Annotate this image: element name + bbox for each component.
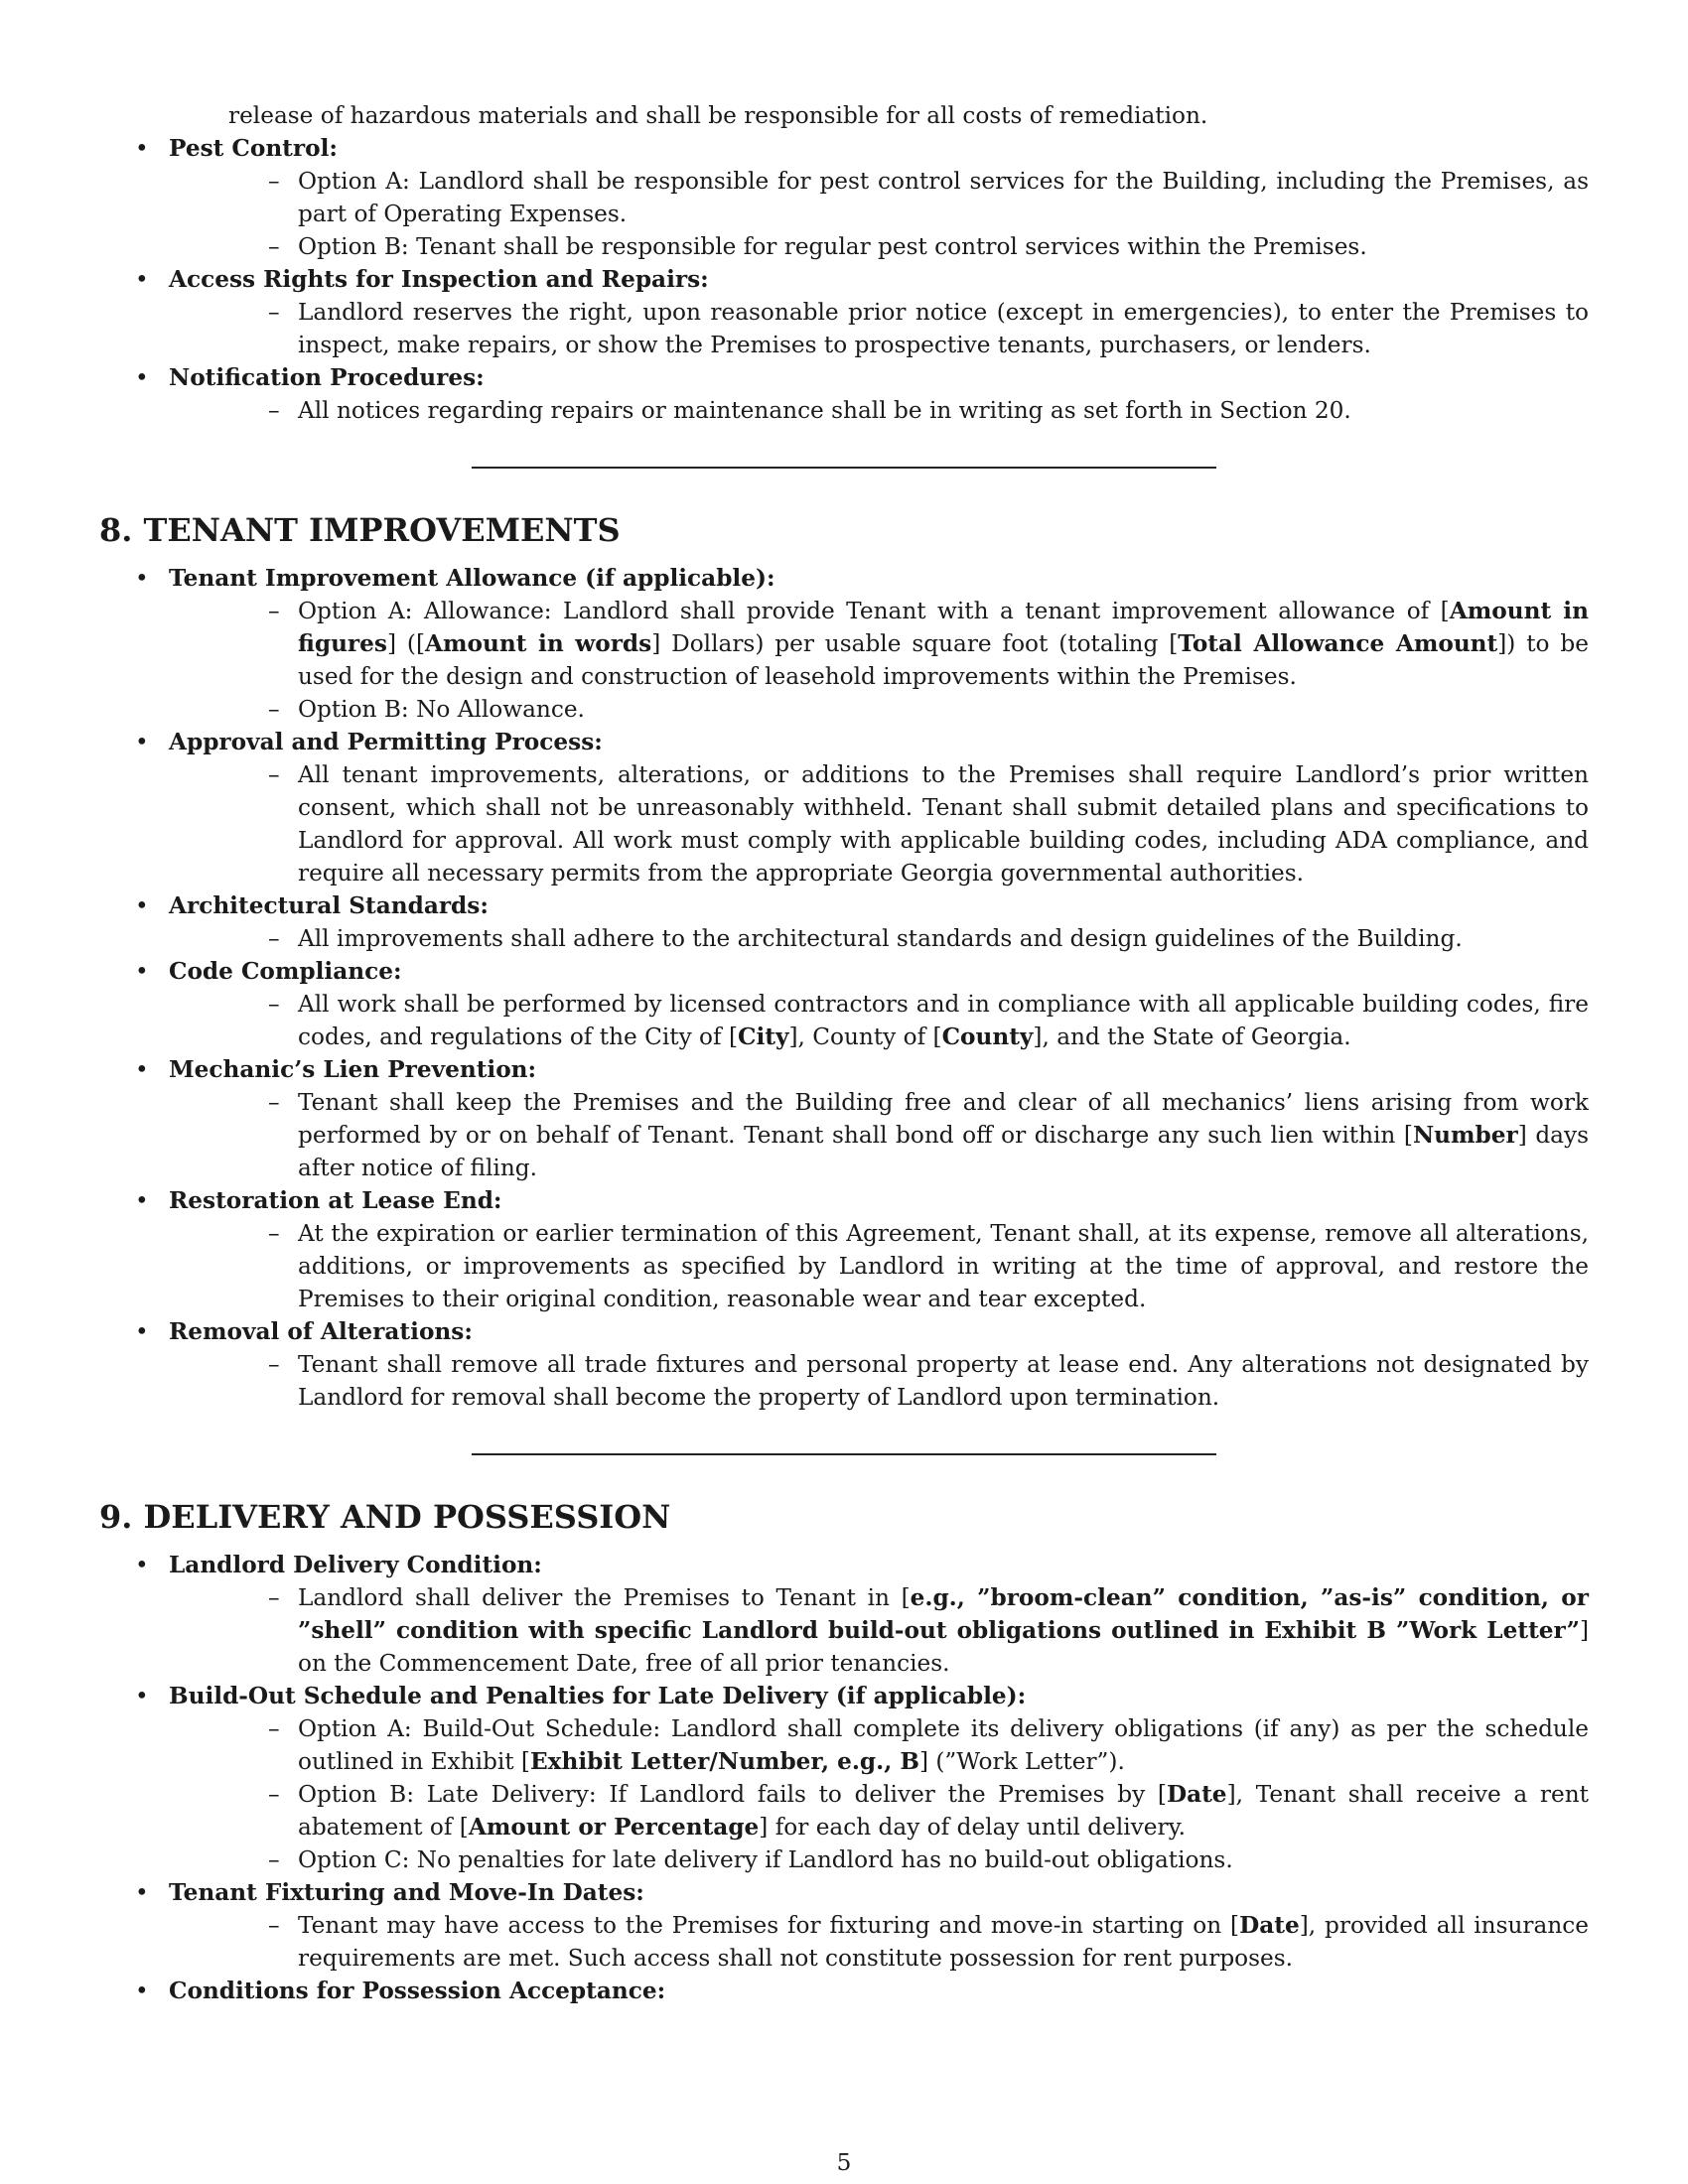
sub-list [169, 296, 1589, 361]
dash-marker: – [268, 1781, 280, 1808]
placeholder-text: County [941, 1024, 1034, 1050]
dash-marker: – [268, 1846, 280, 1873]
sub-list [169, 1217, 1589, 1315]
placeholder-text: Number [1412, 1122, 1518, 1149]
bullet-label: Architectural Standards: [169, 892, 489, 919]
dash-marker: – [268, 168, 280, 195]
dash-marker: – [268, 1351, 280, 1378]
sub-item [169, 1843, 1589, 1876]
clause-text: Option C: No penalties for late delivery if Landlord has no build-out obligations. [298, 1846, 1233, 1873]
clause-text: Tenant shall remove all trade fixtures and personal property at lease end. Any alterations not designated by Landlord for removal shall become the property of Landlord upon termination. [298, 1351, 1589, 1411]
bullet-label: Approval and Permitting Process: [169, 729, 603, 755]
bullet-label: Access Rights for Inspection and Repairs: [169, 266, 709, 293]
bullet-label: Notification Procedures: [169, 364, 485, 391]
clause-text: ] for each day of delay until delivery. [759, 1814, 1186, 1841]
section-9-list [99, 1549, 1589, 2007]
dash-marker: – [268, 299, 280, 326]
sub-item [169, 1348, 1589, 1414]
dash-marker: – [268, 1715, 280, 1742]
bullet-item [99, 263, 1589, 361]
sub-list [169, 922, 1589, 955]
sub-list [169, 394, 1589, 427]
bullet-label: Conditions for Possession Acceptance: [169, 1978, 666, 2004]
clause-text: Option A: Allowance: Landlord shall provide Tenant with a tenant improvement allowance of [ [298, 598, 1450, 624]
dash-marker: – [268, 598, 280, 624]
sub-list [169, 165, 1589, 263]
dash-marker: – [268, 761, 280, 788]
clause-text: Tenant shall keep the Premises and the Building free and clear of all mechanics’ liens arising from work performed by or on behalf of Tenant. Tenant shall bond off or discharge any such lien within [ [298, 1089, 1589, 1149]
dash-marker: – [268, 233, 280, 260]
clause-text: Tenant may have access to the Premises for fixturing and move-in starting on [ [298, 1912, 1240, 1939]
sub-item [169, 1581, 1589, 1680]
sub-item [169, 1086, 1589, 1184]
bullet-label: Build-Out Schedule and Penalties for Late Delivery (if applicable): [169, 1683, 1027, 1709]
sub-item [169, 758, 1589, 889]
clause-text: All tenant improvements, alterations, or additions to the Premises shall require Landlord’s prior written consent, which shall not be unreasonably withheld. Tenant shall submit detailed plans and specifications to Landlord for approval. All work must comply with applicable building codes, including ADA compliance, and require all necessary permits from the appropriate Georgia governmental authorities. [298, 761, 1589, 887]
sub-item [169, 1217, 1589, 1315]
clause-text: ], Tenant shall receive a rent abatement of [ [298, 1781, 1589, 1841]
sub-item [169, 1712, 1589, 1778]
bullet-label: Tenant Fixturing and Move-In Dates: [169, 1879, 644, 1906]
bullet-item [99, 1680, 1589, 1876]
placeholder-text: Amount in figures [298, 598, 1589, 657]
dash-marker: – [268, 1089, 280, 1116]
clause-text: Landlord reserves the right, upon reasonable prior notice (except in emergencies), to enter the Premises to inspect, make repairs, or show the Premises to prospective tenants, purchasers, or lenders. [298, 299, 1589, 358]
sub-item [169, 230, 1589, 263]
sub-item [169, 165, 1589, 230]
sub-item [169, 394, 1589, 427]
clause-text: All notices regarding repairs or maintenance shall be in writing as set forth in Section 20. [298, 397, 1351, 424]
clause-text: ], provided all insurance requirements are met. Such access shall not constitute possession for rent purposes. [298, 1912, 1589, 1972]
clause-text: Landlord shall deliver the Premises to Tenant in [ [298, 1584, 911, 1611]
clause-text: ] days after notice of filing. [298, 1122, 1589, 1181]
clause-text: All work shall be performed by licensed contractors and in compliance with all applicable building codes, fire codes, and regulations of the City of [ [298, 991, 1589, 1050]
clause-text: Option A: Build-Out Schedule: Landlord shall complete its delivery obligations (if any) as per the schedule outlined in Exhibit [ [298, 1715, 1589, 1775]
dash-marker: – [268, 1912, 280, 1939]
dash-marker: – [268, 1584, 280, 1611]
section-divider [472, 467, 1216, 469]
bullet-label: Tenant Improvement Allowance (if applicable): [169, 565, 775, 592]
dash-marker: – [268, 696, 280, 723]
bullet-label: Removal of Alterations: [169, 1318, 473, 1345]
placeholder-text: Amount or Percentage [468, 1814, 760, 1841]
sub-list [169, 595, 1589, 726]
bullet-item [99, 1876, 1589, 1975]
clause-text: ], and the State of Georgia. [1033, 1024, 1351, 1050]
bullet-item [99, 562, 1589, 726]
sub-list [169, 1712, 1589, 1876]
bullet-item [99, 132, 1589, 263]
sub-item [169, 1778, 1589, 1843]
clause-text: ] (”Work Letter”). [918, 1748, 1125, 1775]
sub-list [169, 1909, 1589, 1975]
dash-marker: – [268, 925, 280, 952]
dash-marker: – [268, 1220, 280, 1247]
section-9-heading: 9. DELIVERY AND POSSESSION [99, 1498, 671, 1536]
bullet-item [99, 1975, 1589, 2007]
placeholder-text: Date [1166, 1781, 1227, 1808]
placeholder-text: Exhibit Letter/Number, e.g., B [529, 1748, 919, 1775]
dash-marker: – [268, 991, 280, 1018]
section-8-heading: 8. TENANT IMPROVEMENTS [99, 511, 621, 549]
page-content [99, 99, 1589, 2007]
bullet-item [99, 726, 1589, 889]
bullet-item [99, 889, 1589, 955]
bullet-item [99, 1184, 1589, 1315]
clause-text: ] ([ [386, 630, 425, 657]
sub-list [169, 1086, 1589, 1184]
clause-text: ]) to be used for the design and construction of leasehold improvements within the Premises. [298, 630, 1589, 690]
sub-list [169, 1348, 1589, 1414]
bullet-item [99, 1549, 1589, 1680]
clause-text: Option B: No Allowance. [298, 696, 585, 723]
bullet-item [99, 955, 1589, 1053]
placeholder-text: e.g., ”broom-clean” condition, ”as-is” condition, or ”shell” condition with specific Landlord build-out obligations outlined in Exhibit B ”Work Letter” [298, 1584, 1589, 1644]
bullet-label: Code Compliance: [169, 958, 402, 985]
clause-text: All improvements shall adhere to the architectural standards and design guidelines of the Building. [298, 925, 1463, 952]
section-8-list [99, 562, 1589, 1414]
sub-item [169, 922, 1589, 955]
clause-text: Option B: Late Delivery: If Landlord fails to deliver the Premises by [ [298, 1781, 1167, 1808]
sub-list [169, 988, 1589, 1053]
sub-list [169, 1581, 1589, 1680]
bullet-item [99, 361, 1589, 427]
placeholder-text: Date [1239, 1912, 1300, 1939]
placeholder-text: Total Allowance Amount [1178, 630, 1498, 657]
carry-over-line: release of hazardous materials and shall be responsible for all costs of remediation. [228, 102, 1208, 129]
sub-item [169, 693, 1589, 726]
bullet-item [99, 1315, 1589, 1414]
placeholder-text: City [738, 1024, 789, 1050]
section-divider [472, 1453, 1216, 1455]
clause-text: Option A: Landlord shall be responsible for pest control services for the Building, including the Premises, as part of Operating Expenses. [298, 168, 1589, 227]
clause-text: ], County of [ [788, 1024, 942, 1050]
bullet-list-repairs [99, 132, 1589, 427]
bullet-label: Mechanic’s Lien Prevention: [169, 1056, 537, 1083]
sub-item [169, 988, 1589, 1053]
bullet-label: Restoration at Lease End: [169, 1187, 502, 1214]
dash-marker: – [268, 397, 280, 424]
sub-item [169, 595, 1589, 693]
bullet-label: Landlord Delivery Condition: [169, 1552, 542, 1578]
sub-list [169, 758, 1589, 889]
page-number: 5 [836, 2149, 852, 2176]
bullet-label: Pest Control: [169, 135, 338, 162]
sub-item [169, 296, 1589, 361]
bullet-item [99, 1053, 1589, 1184]
clause-text: Option B: Tenant shall be responsible for regular pest control services within the Premises. [298, 233, 1367, 260]
clause-text: ] Dollars) per usable square foot (totaling [ [651, 630, 1179, 657]
placeholder-text: Amount in words [425, 630, 652, 657]
sub-item [169, 1909, 1589, 1975]
clause-text: ] on the Commencement Date, free of all prior tenancies. [298, 1617, 1589, 1677]
clause-text: At the expiration or earlier termination of this Agreement, Tenant shall, at its expense, remove all alterations, additions, or improvements as specified by Landlord in writing at the time of approval, and restore the Premises to their original condition, reasonable wear and tear excepted. [298, 1220, 1589, 1312]
